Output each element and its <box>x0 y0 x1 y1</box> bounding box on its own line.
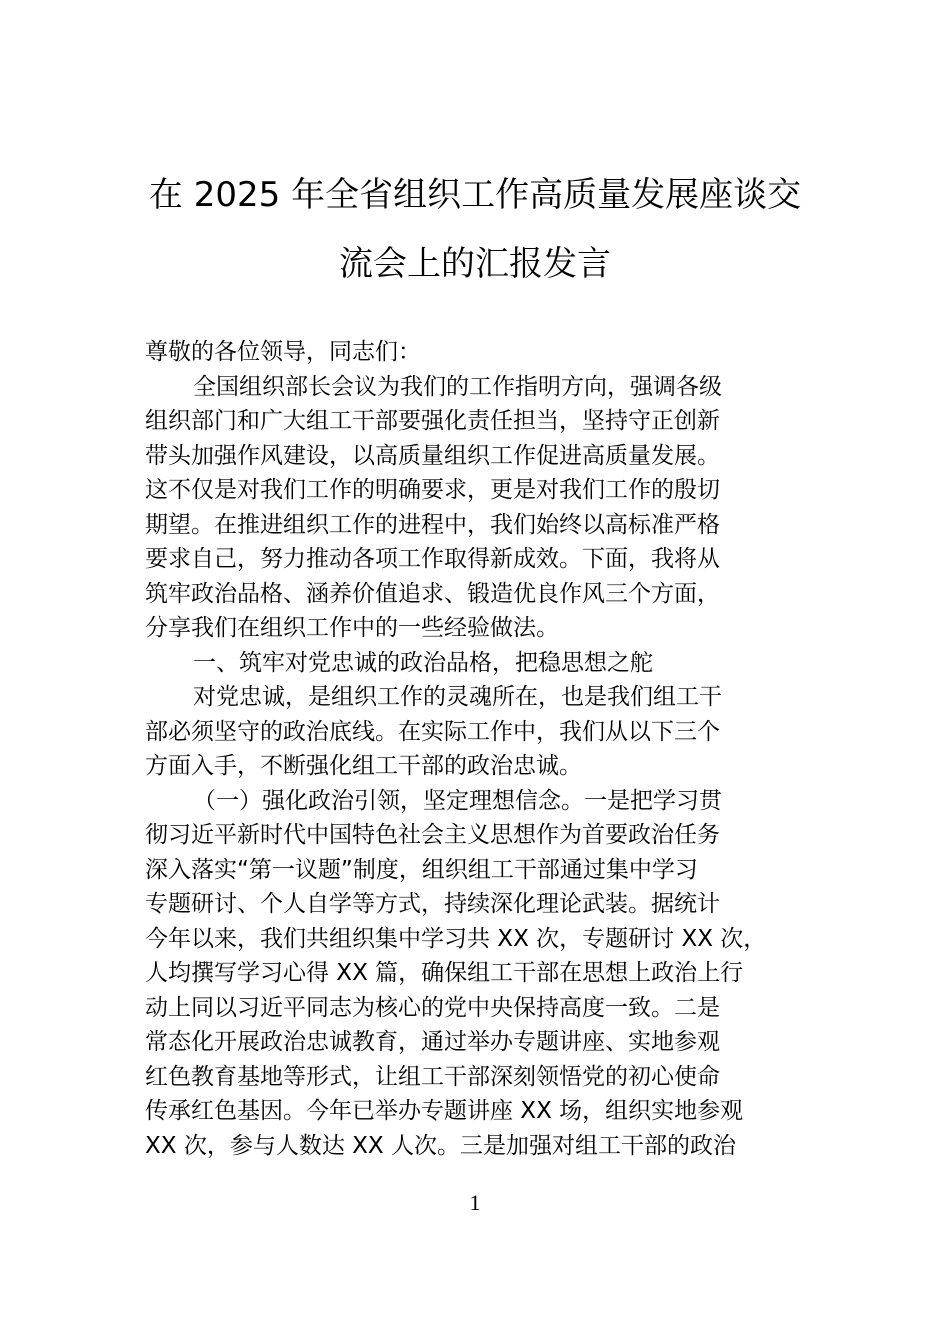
paragraph-line: 动上同以习近平同志为核心的党中央保持高度一致。二是 <box>145 994 720 1021</box>
paragraph-line: 部必须坚守的政治底线。在实际工作中，我们从以下三个 <box>145 718 720 745</box>
paragraph-line: 方面入手，不断强化组工干部的政治忠诚。 <box>145 753 582 779</box>
paragraph-line: 红色教育基地等形式，让组工干部深刻领悟党的初心使命 <box>145 1063 720 1090</box>
paragraph-line: 常态化开展政治忠诚教育，通过举办专题讲座、实地参观 <box>145 1029 720 1055</box>
paragraph-line: 带头加强作风建设，以高质量组织工作促进高质量发展。 <box>145 442 720 469</box>
salutation: 尊敬的各位领导，同志们： <box>145 339 421 365</box>
paragraph-line: 深入落实“第一议题”制度，组织组工干部通过集中学习 <box>145 856 698 883</box>
document-title-line-2: 流会上的汇报发言 <box>339 244 611 284</box>
paragraph-line: 对党忠诚，是组织工作的灵魂所在，也是我们组工干 <box>193 684 722 710</box>
paragraph-line: 分享我们在组织工作中的一些经验做法。 <box>145 615 559 641</box>
document-title-line-1: 在 2025 年全省组织工作高质量发展座谈交 <box>148 175 802 215</box>
paragraph-line: 筑牢政治品格、涵养价值追求、锻造优良作风三个方面， <box>145 580 720 607</box>
paragraph-line: 专题研讨、个人自学等方式，持续深化理论武装。据统计 <box>145 891 720 917</box>
section-heading: 一、筑牢对党忠诚的政治品格，把稳思想之舵 <box>193 649 653 676</box>
page-number: 1 <box>469 1190 481 1215</box>
paragraph-line: 彻习近平新时代中国特色社会主义思想作为首要政治任务 <box>145 822 720 848</box>
document-body <box>145 335 815 1163</box>
paragraph-line: 今年以来，我们共组织集中学习共 XX 次，专题研讨 XX 次， <box>145 925 767 952</box>
paragraph-line: 期望。在推进组织工作的进程中，我们始终以高标准严格 <box>145 511 720 538</box>
paragraph-line: 人均撰写学习心得 XX 篇，确保组工干部在思想上政治上行 <box>145 960 744 986</box>
paragraph-line: XX 次，参与人数达 XX 人次。三是加强对组工干部的政治 <box>145 1132 736 1159</box>
paragraph-line: 这不仅是对我们工作的明确要求，更是对我们工作的殷切 <box>145 477 720 503</box>
paragraph-line: 组织部门和广大组工干部要强化责任担当，坚持守正创新 <box>145 408 720 434</box>
paragraph-line: 全国组织部长会议为我们的工作指明方向，强调各级 <box>193 373 722 400</box>
paragraph-line: 传承红色基因。今年已举办专题讲座 XX 场，组织实地参观 <box>145 1098 744 1124</box>
subsection-line: （一）强化政治引领，坚定理想信念。一是把学习贯 <box>193 787 722 814</box>
paragraph-line: 要求自己，努力推动各项工作取得新成效。下面，我将从 <box>145 546 720 572</box>
